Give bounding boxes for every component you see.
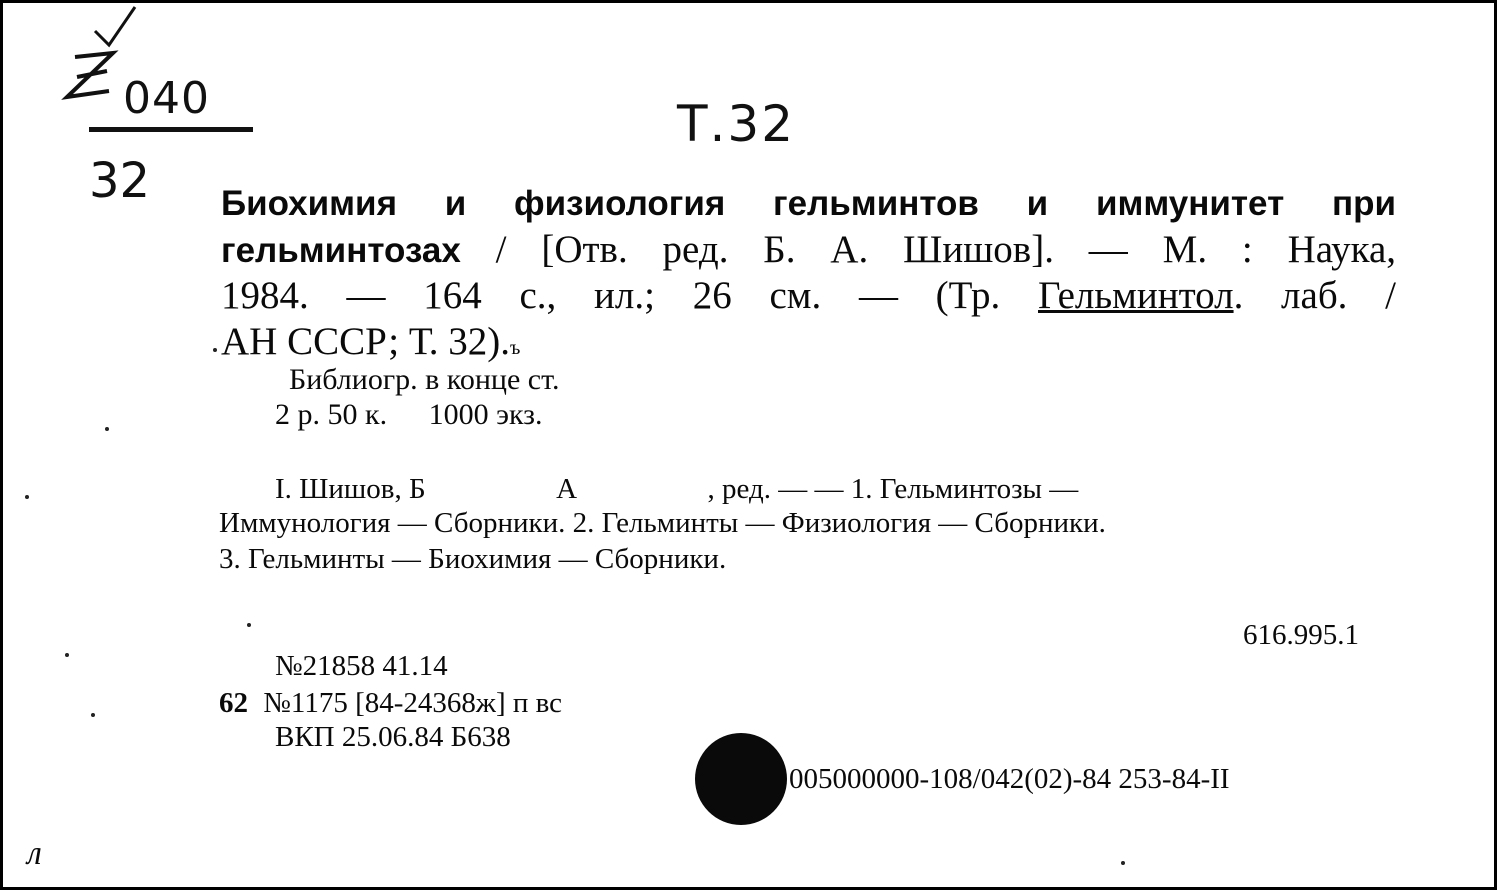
tracing-line-3: 3. Гельминты — Биохимия — Сборники. bbox=[219, 543, 727, 575]
title-line-1: Биохимия и физиология гельминтов и иммунитет при bbox=[221, 184, 1396, 223]
speck bbox=[25, 495, 29, 499]
registry-line-2 bbox=[219, 687, 562, 720]
title-line-2 bbox=[221, 227, 1396, 274]
ink-blot-seal bbox=[695, 733, 787, 825]
registry-prefix: 62 bbox=[219, 687, 248, 719]
series-underlined-word: Гельминтол bbox=[1038, 274, 1234, 317]
copies: 1000 экз. bbox=[428, 398, 543, 431]
series-mark: ъ bbox=[510, 337, 521, 359]
speck bbox=[65, 653, 69, 657]
physical-description: 1984. — 164 с., ил.; 26 см. — (Тр. bbox=[221, 274, 1001, 317]
check-mark-icon bbox=[87, 3, 147, 51]
speck bbox=[91, 713, 95, 717]
shelf-number: 32 bbox=[89, 153, 151, 209]
price-copies-note bbox=[275, 398, 576, 432]
title-end: гельминтозах bbox=[221, 231, 461, 270]
series-end: АН СССР; Т. 32). bbox=[221, 320, 510, 363]
registry-number: №1175 [84-24368ж] п вс bbox=[263, 687, 563, 719]
speck bbox=[1121, 861, 1125, 865]
series-rest: . лаб. / bbox=[1233, 274, 1397, 317]
bibliography-note: Библиогр. в конце ст. bbox=[289, 363, 560, 396]
price: 2 р. 50 к. bbox=[275, 398, 388, 431]
isbn-line: 005000000-108/042(02)-84 253-84-II bbox=[789, 763, 1230, 795]
volume-mark: Т.32 bbox=[677, 95, 796, 153]
registry-line-3: ВКП 25.06.84 Б638 bbox=[275, 721, 511, 753]
physical-description-line bbox=[221, 273, 1396, 319]
speck bbox=[247, 623, 251, 627]
call-number-underline bbox=[89, 127, 253, 132]
responsibility-publication: / [Отв. ред. Б. А. Шишов]. — М. : Наука, bbox=[495, 228, 1397, 271]
call-number: 040 bbox=[123, 73, 210, 124]
tracing-line-1: I. Шишов, Б А , ред. — — 1. Гельминтозы — bbox=[275, 473, 1079, 505]
speck bbox=[213, 348, 217, 352]
registry-line-1: №21858 41.14 bbox=[275, 650, 448, 682]
handwritten-z-mark bbox=[57, 47, 127, 107]
tracing-line-2: Иммунология — Сборники. 2. Гельминты — Физиология — Сборники. bbox=[219, 507, 1106, 539]
udc-index: 616.995.1 bbox=[1243, 619, 1359, 651]
speck bbox=[105, 427, 109, 431]
handwritten-corner-mark: л bbox=[27, 835, 42, 872]
